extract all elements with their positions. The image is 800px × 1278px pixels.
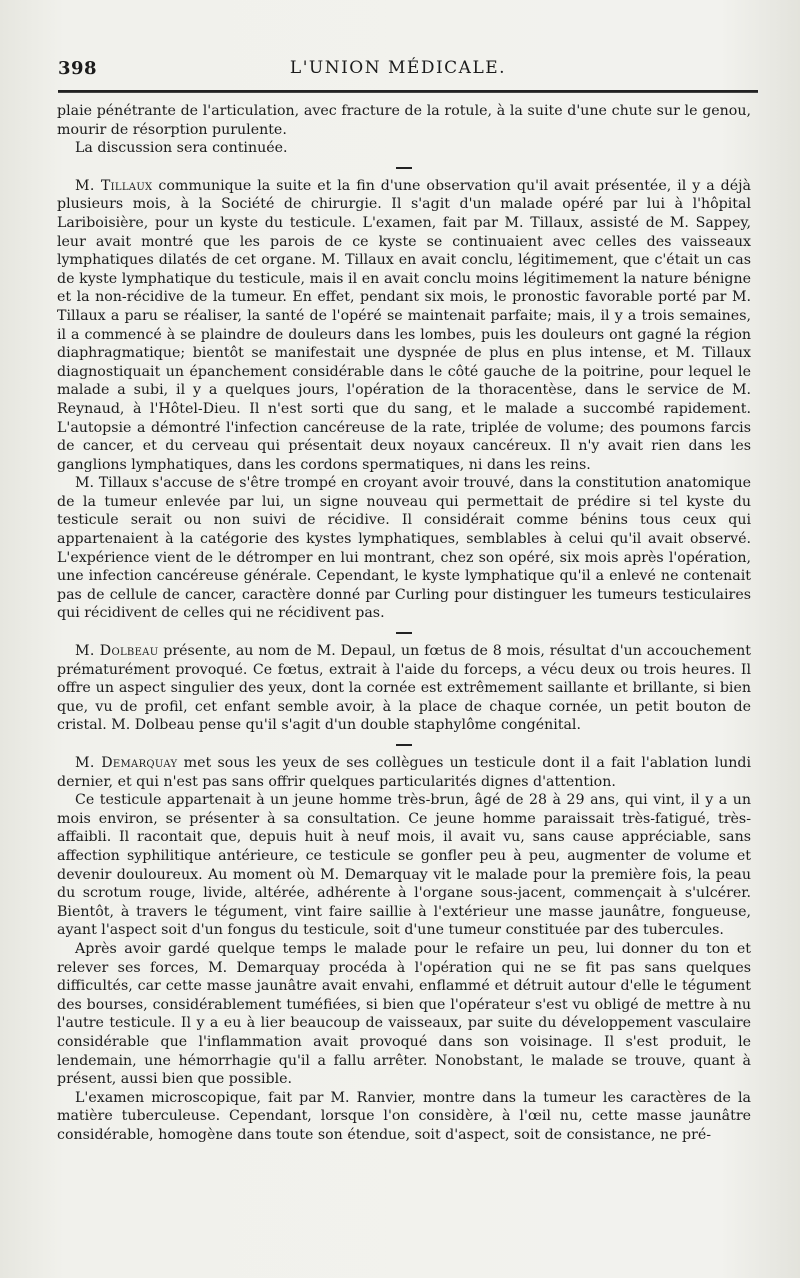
article-body: [57, 102, 751, 1144]
paragraph: [57, 754, 751, 791]
page-header: [58, 58, 738, 92]
paragraph-text: communique la suite et la fin d'une observation qu'il avait présentée, il y a déjà plusieurs mois, à la Société de chirurgie. Il s'agit d'un malade opéré par lui à l'hôpital Lariboisière, pour un kyste du testicule. L'examen, fait par M. Tillaux, assisté de M. Sappey, leur avait montré que les parois de ce kyste se continuaient avec celles des vaisseaux lymphatiques dilatés de cet organe. M. Tillaux en avait conclu, légitimement, que c'était un cas de kyste lymphatique du testicule, mais il en avait conclu moins légitimement la nature bénigne et la non-récidive de la tumeur. En effet, pendant six mois, le pronostic favorable porté par M. Tillaux a paru se réaliser, la santé de l'opéré se maintenait parfaite; mais, il y a trois semaines, il a commencé à se plaindre de douleurs dans les lombes, puis les douleurs ont gagné la région diaphragmatique; bientôt se manifestait une dyspnée de plus en plus intense, et M. Tillaux diagnostiquait un épanchement considérable dans le côté gauche de la poitrine, pour lequel le malade a subi, il y a quelques jours, l'opération de la thoracentèse, dans le service de M. Reynaud, à l'Hôtel-Dieu. Il n'est sorti que du sang, et le malade a succombé rapidement. L'autopsie a démontré l'infection cancéreuse de la rate, triplée de volume; des poumons farcis de cancer, et du cerveau qui présentait deux noyaux cancéreux. Il n'y avait rien dans les ganglions lymphatiques, dans les cordons spermatiques, ni dans les reins.: [57, 177, 751, 473]
paragraph: Ce testicule appartenait à un jeune homme très-brun, âgé de 28 à 29 ans, qui vint, il y a un mois environ, se présenter à sa consultation. Ce jeune homme paraissait très-fatigué, très-affaibli. Il racontait que, depuis huit à neuf mois, il avait vu, sans cause appréciable, sans affection syphilitique antérieure, ce testicule se gonfler peu à peu, augmenter de volume et devenir douloureux. Au moment où M. Demarquay vit le malade pour la première fois, la peau du scrotum rouge, livide, altérée, adhérente à l'organe sous-jacent, commençait à s'ulcérer. Bientôt, à travers le tégument, vint faire saillie à l'extérieur une masse jaunâtre, fongueuse, ayant l'aspect soit d'un fongus du testicule, soit d'une tumeur constituée par des tubercules.: [57, 792, 751, 939]
page-number: 398: [58, 58, 98, 79]
paragraph: La discussion sera continuée.: [75, 140, 288, 157]
section-separator: [396, 632, 412, 634]
paragraph-text: met sous les yeux de ses collègues un testicule dont il a fait l'ablation lundi dernier, et qui n'est pas sans offrir quelques particularités dignes d'attention.: [57, 755, 751, 790]
section-separator: [396, 744, 412, 746]
running-title: L'UNION MÉDICALE.: [289, 58, 507, 78]
paragraph: [57, 177, 751, 475]
paragraph: Après avoir gardé quelque temps le malade pour le refaire un peu, lui donner du ton et relever ses forces, M. Demarquay procéda à l'opération qui ne se fit pas sans quelques difficultés, car cette masse jaunâtre avait envahi, enflammé et détruit autour d'elle le tégument des bourses, considérablement tuméfiées, si bien que l'opérateur s'est vu obligé de mettre à nu l'autre testicule. Il y a eu à lier beaucoup de vaisseaux, par suite du développement vasculaire considérable que l'inflammation avait provoqué dans son voisinage. Il s'est produit, le lendemain, une hémorrhagie qu'il a fallu arrêter. Nonobstant, le malade se trouve, quant à présent, aussi bien que possible.: [57, 940, 751, 1088]
paragraph: L'examen microscopique, fait par M. Ranvier, montre dans la tumeur les caractères de la matière tuberculeuse. Cependant, lorsque l'on considère, à l'œil nu, cette masse jaunâtre considérable, homogène dans toute son étendue, soit d'aspect, soit de consistance, ne pré-: [57, 1089, 751, 1143]
speaker-name: M. Demarquay: [75, 755, 178, 771]
section-separator: [396, 167, 412, 169]
paragraph: plaie pénétrante de l'articulation, avec fracture de la rotule, à la suite d'une chute sur le genou, mourir de résorption purulente.: [57, 103, 751, 138]
header-rule: [58, 90, 758, 93]
paragraph-text: présente, au nom de M. Depaul, un fœtus de 8 mois, résultat d'un accouchement prématurément provoqué. Ce fœtus, extrait à l'aide du forceps, a vécu deux ou trois heures. Il offre un aspect singulier des yeux, dont la cornée est extrêmement saillante et brillante, si bien que, vu de profil, cet enfant semble avoir, à la place de chaque cornée, un petit bouton de cristal. M. Dolbeau pense qu'il s'agit d'un double staphylôme congénital.: [57, 643, 751, 734]
paragraph: [57, 642, 751, 735]
paragraph: M. Tillaux s'accuse de s'être trompé en croyant avoir trouvé, dans la constitution anatomique de la tumeur enlevée par lui, un signe nouveau qui permettait de prédire si tel kyste du testicule serait ou non suivi de récidive. Il considérait comme bénins tous ceux qui appartenaient à la catégorie des kystes lymphatiques, semblables à celui qu'il avait observé. L'expérience vient de le détromper en lui montrant, chez son opéré, six mois après l'opération, une infection cancéreuse générale. Cependant, le kyste lymphatique qu'il a enlevé ne contenait pas de cellule de cancer, caractère donné par Curling pour distinguer les tumeurs testiculaires qui récidivent de celles qui ne récidivent pas.: [57, 475, 751, 622]
speaker-name: M. Dolbeau: [75, 643, 159, 660]
speaker-name: M. Tillaux: [75, 177, 153, 194]
